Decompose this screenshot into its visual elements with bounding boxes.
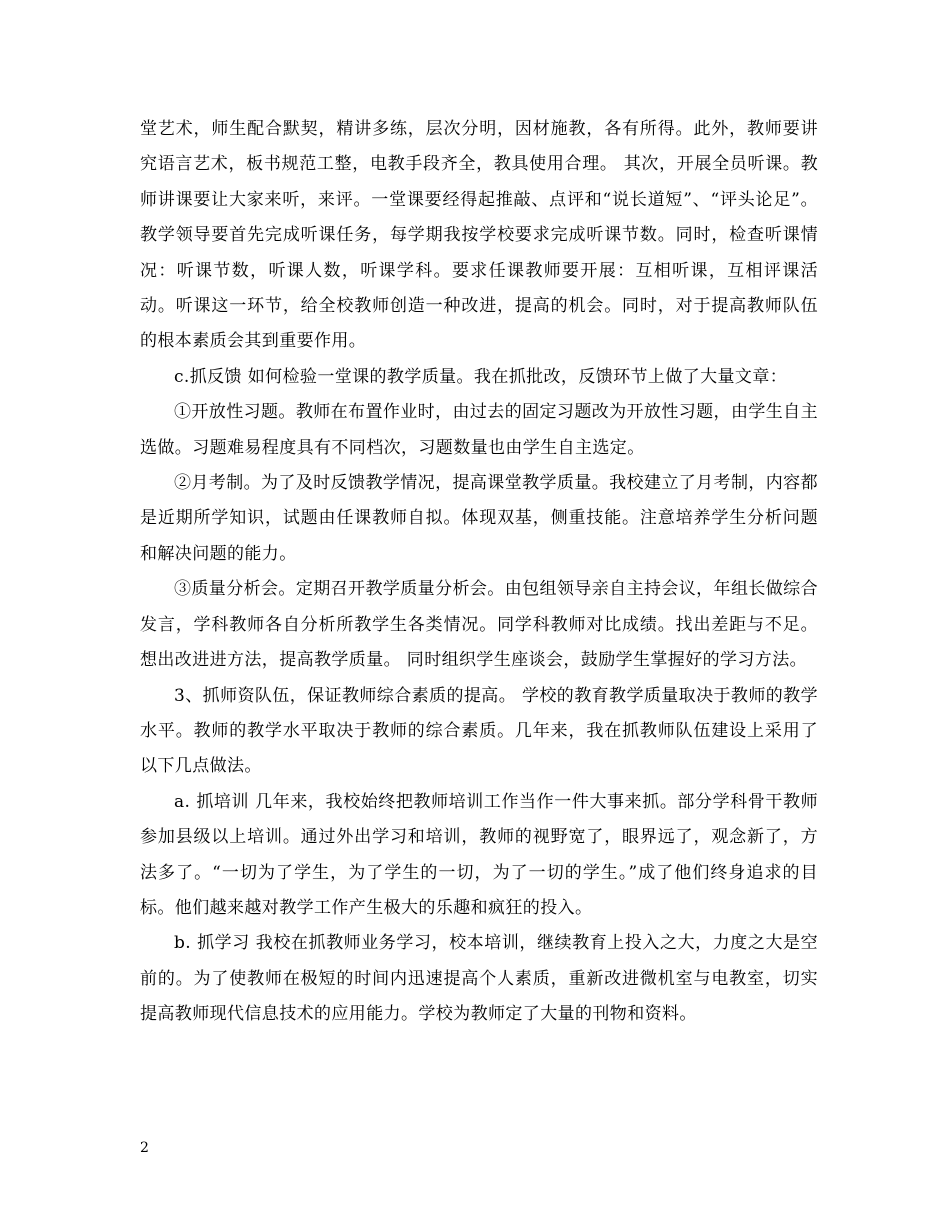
paragraph-study: b. 抓学习 我校在抓教师业务学习，校本培训，继续教育上投入之大，力度之大是空前的。为了使教师在极短的时间内迅速提高个人素质，重新改进微机室与电教室，切实提高教师现代信息技术的应用能力。学校为教师定了大量的刊物和资料。	[140, 933, 818, 1025]
paragraph-open-exercises: ①开放性习题。教师在布置作业时，由过去的固定习题改为开放性习题，由学生自主选做。习题难易程度具有不同档次，习题数量也由学生自主选定。	[140, 402, 818, 458]
paragraph-monthly-exam: ②月考制。为了及时反馈教学情况，提高课堂教学质量。我校建立了月考制，内容都是近期所学知识，试题由任课教师自拟。体现双基，侧重技能。注意培养学生分析问题和解决问题的能力。	[140, 473, 818, 564]
body-text	[140, 112, 818, 1033]
paragraph-feedback: c.抓反馈 如何检验一堂课的教学质量。我在抓批改，反馈环节上做了大量文章：	[174, 366, 788, 387]
paragraph-teaching-art: 堂艺术，师生配合默契，精讲多练，层次分明，因材施教，各有所得。此外，教师要讲究语言艺术，板书规范工整，电教手段齐全，教具使用合理。 其次，开展全员听课。教师讲课要让大家来听，来评。一堂课要经得起推敲、点评和“说长道短”、“评头论足”。教学领导要首先完成听课任务，每学期我按学校要求完成听课节数。同时，检查听课情况：听课节数，听课人数，听课学科。要求任课教师要开展：互相听课，互相评课活动。听课这一环节，给全校教师创造一种改进，提高的机会。同时，对于提高教师队伍的根本素质会其到重要作用。	[140, 119, 818, 352]
paragraph-quality-analysis: ③质量分析会。定期召开教学质量分析会。由包组领导亲自主持会议，年组长做综合发言，学科教师各自分析所教学生各类情况。同学科教师对比成绩。找出差距与不足。想出改进进方法，提高教学质量。 同时组织学生座谈会，鼓励学生掌握好的学习方法。	[140, 579, 818, 671]
page-number: 2	[140, 1140, 149, 1156]
paragraph-training: a. 抓培训 几年来，我校始终把教师培训工作当作一件大事来抓。部分学科骨干教师参加县级以上培训。通过外出学习和培训，教师的视野宽了，眼界远了，观念新了，方法多了。“一切为了学生，为了学生的一切，为了一切的学生。”成了他们终身追求的目标。他们越来越对教学工作产生极大的乐趣和疯狂的投入。	[140, 791, 818, 918]
paragraph-teacher-team: 3、抓师资队伍，保证教师综合素质的提高。 学校的教育教学质量取决于教师的教学水平。教师的教学水平取决于教师的综合素质。几年来，我在抓教师队伍建设上采用了以下几点做法。	[140, 685, 818, 777]
